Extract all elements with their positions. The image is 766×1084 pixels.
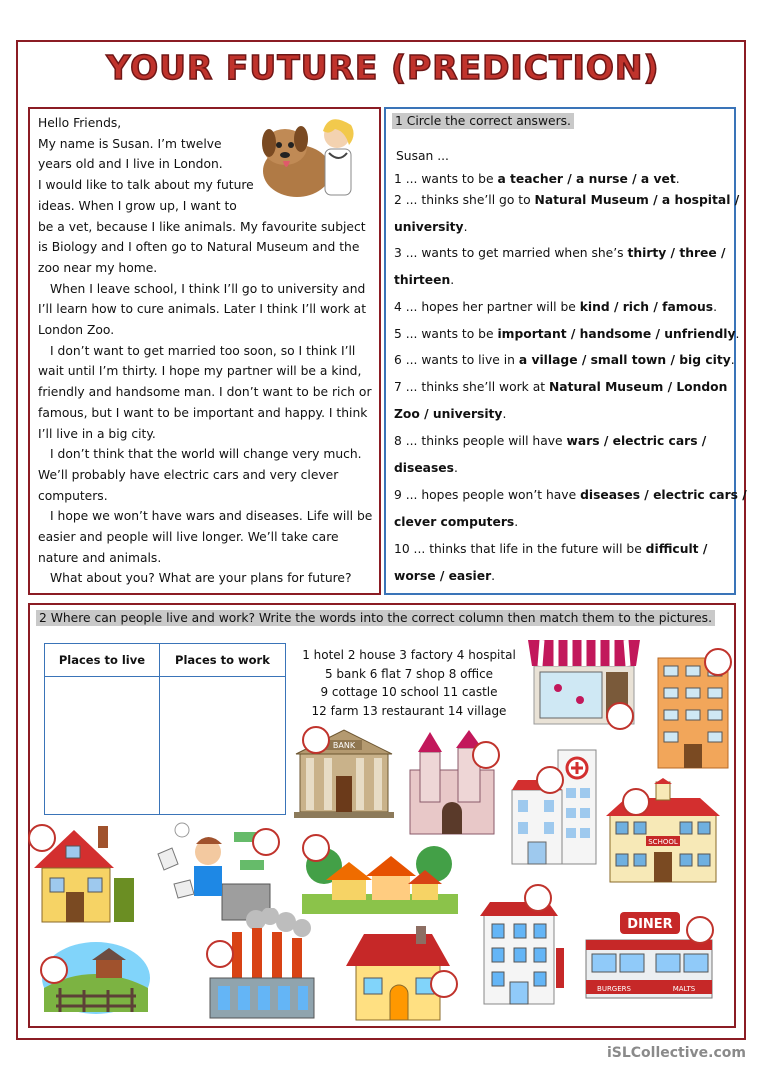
exercise1-question-line <box>394 353 735 367</box>
answer-options[interactable]: Natural Museum / a hospital / <box>534 193 740 207</box>
story-intro-1: Hello Friends, <box>38 116 122 130</box>
vet-with-dog-illustration <box>255 113 370 205</box>
word-bank <box>298 646 520 720</box>
answer-circle-factory[interactable] <box>206 940 234 968</box>
question-text: 4 ... hopes her partner will be <box>394 300 580 314</box>
question-text: 9 ... hopes people won’t have <box>394 488 581 502</box>
exercise1-question-line <box>394 488 747 502</box>
answer-options[interactable]: university <box>394 220 464 234</box>
exercise1-question-line <box>394 172 680 186</box>
exercise1-question-line <box>394 220 468 234</box>
question-punctuation: . <box>675 172 680 186</box>
places-to-live-answer-cell[interactable] <box>45 677 160 815</box>
page-title: YOUR FUTURE (PREDICTION) <box>106 48 660 87</box>
answer-options[interactable]: thirty / three / <box>627 246 726 260</box>
places-to-work-header: Places to work <box>159 644 285 677</box>
question-punctuation: . <box>502 407 507 421</box>
exercise1-question-line <box>394 461 458 475</box>
question-text: 1 ... wants to be <box>394 172 498 186</box>
exercise1-question-line <box>394 434 706 448</box>
places-table <box>44 643 286 815</box>
exercise1-question-line <box>394 327 739 341</box>
answer-circle-office[interactable] <box>252 828 280 856</box>
story-intro-5: ideas. When I grow up, I want to <box>38 198 237 213</box>
answer-circle-castle[interactable] <box>472 741 500 769</box>
answer-options[interactable]: a village / small town / big city <box>518 353 731 367</box>
places-to-work-answer-cell[interactable] <box>159 677 285 815</box>
exercise1-heading: 1 Circle the correct answers. <box>392 113 574 129</box>
story-paragraph-3: I don’t want to get married too soon, so I think I’ll wait until I’m thirty. I hope my partner will be a kind, friendly and handsome man. I don’t want to be rich or famous, but I want to be important and happy. I think I’ll live in a big city. <box>38 343 372 441</box>
exercise1-question-line <box>394 300 717 314</box>
answer-circle-shop[interactable] <box>606 702 634 730</box>
word-bank-line: 12 farm 13 restaurant 14 village <box>311 703 507 718</box>
question-text: 5 ... wants to be <box>394 327 498 341</box>
question-text: 3 ... wants to get married when she’s <box>394 246 628 260</box>
footer-watermark: iSLCollective.com <box>606 1045 746 1061</box>
exercise1-question-line <box>394 380 727 394</box>
story-paragraph-5: I hope we won’t have wars and diseases. Life will be easier and people will live longer. We’ll take care nature and animals. <box>38 509 373 565</box>
exercise1-subject: Susan ... <box>396 149 449 163</box>
exercise1-question-line <box>394 569 495 583</box>
word-bank-line: 9 cottage 10 school 11 castle <box>320 685 498 699</box>
story-paragraph-4: I don’t think that the world will change very much. We’ll probably have electric cars and very clever computers. <box>38 447 362 503</box>
story-intro-2: My name is Susan. I’m twelve <box>38 136 222 151</box>
diner-word-burgers: BURGERS <box>597 985 631 993</box>
question-text: 7 ... thinks she’ll work at <box>394 380 549 394</box>
answer-options[interactable]: diseases <box>394 461 454 475</box>
question-text: 10 ... thinks that life in the future will be <box>394 542 646 556</box>
places-to-live-header: Places to live <box>45 644 160 677</box>
answer-circle-cottage[interactable] <box>28 824 56 852</box>
exercise2-heading: 2 Where can people live and work? Write the words into the correct column then match them to the pictures. <box>36 610 715 626</box>
story-paragraph-2: When I leave school, I think I’ll go to university and I’ll learn how to cure animals. Later I think I’ll work at London Zoo. <box>38 281 367 338</box>
story-paragraph-6: What about you? What are your plans for future? <box>50 571 352 586</box>
bank-sign: BANK <box>332 741 356 750</box>
answer-circle-bank[interactable] <box>302 726 330 754</box>
exercise1-question-line <box>394 515 518 529</box>
question-punctuation: . <box>450 273 455 287</box>
question-punctuation: . <box>491 569 496 583</box>
word-bank-line: 1 hotel 2 house 3 factory 4 hospital <box>302 648 516 662</box>
answer-options[interactable]: wars / electric cars / <box>566 434 707 448</box>
school-sign: SCHOOL <box>648 838 678 846</box>
question-text: 6 ... wants to live in <box>394 353 519 367</box>
exercise1-question-line <box>394 542 707 556</box>
hotel-picture <box>480 898 566 1006</box>
exercise1-question-line <box>394 246 725 260</box>
answer-circle-flat[interactable] <box>704 648 732 676</box>
question-punctuation: . <box>713 300 718 314</box>
answer-options[interactable]: diseases / electric cars / <box>580 488 747 502</box>
story-intro-4: I would like to talk about my future <box>38 178 254 193</box>
word-bank-line: 5 bank 6 flat 7 shop 8 office <box>324 666 494 681</box>
answer-options[interactable]: kind / rich / famous <box>579 300 714 314</box>
hospital-picture <box>510 742 598 866</box>
answer-options[interactable]: thirteen <box>394 273 451 287</box>
answer-circle-farm[interactable] <box>40 956 68 984</box>
story-intro-3: years old and I live in London. <box>38 157 223 172</box>
question-punctuation: . <box>514 515 519 529</box>
question-punctuation: . <box>730 353 735 367</box>
answer-options[interactable]: clever computers <box>394 515 515 529</box>
answer-circle-village[interactable] <box>302 834 330 862</box>
answer-options[interactable]: a teacher / a nurse / a vet <box>497 172 676 186</box>
story-paragraph-1: be a vet, because I like animals. My favourite subject is Biology and I often go to Natural Museum and the zoo near my home. <box>38 219 366 275</box>
answer-options[interactable]: Zoo / university <box>394 407 503 421</box>
answer-options[interactable]: Natural Museum / London <box>548 380 728 394</box>
question-punctuation: . <box>463 220 468 234</box>
exercise1-question-line <box>394 193 739 207</box>
diner-word-malts: MALTS <box>672 985 696 993</box>
question-text: 8 ... thinks people will have <box>394 434 567 448</box>
answer-circle-house[interactable] <box>430 970 458 998</box>
exercise1-question-line <box>394 407 506 421</box>
answer-circle-restaurant[interactable] <box>686 916 714 944</box>
answer-circle-school[interactable] <box>622 788 650 816</box>
answer-options[interactable]: important / handsome / unfriendly <box>497 327 736 341</box>
diner-sign: DINER <box>627 917 673 932</box>
answer-options[interactable]: difficult / <box>645 542 708 556</box>
question-punctuation: . <box>735 327 740 341</box>
question-text: 2 ... thinks she’ll go to <box>394 193 535 207</box>
answer-circle-hotel[interactable] <box>524 884 552 912</box>
answer-options[interactable]: worse / easier <box>394 569 492 583</box>
exercise1-question-line <box>394 273 454 287</box>
answer-circle-hospital[interactable] <box>536 766 564 794</box>
question-punctuation: . <box>453 461 458 475</box>
